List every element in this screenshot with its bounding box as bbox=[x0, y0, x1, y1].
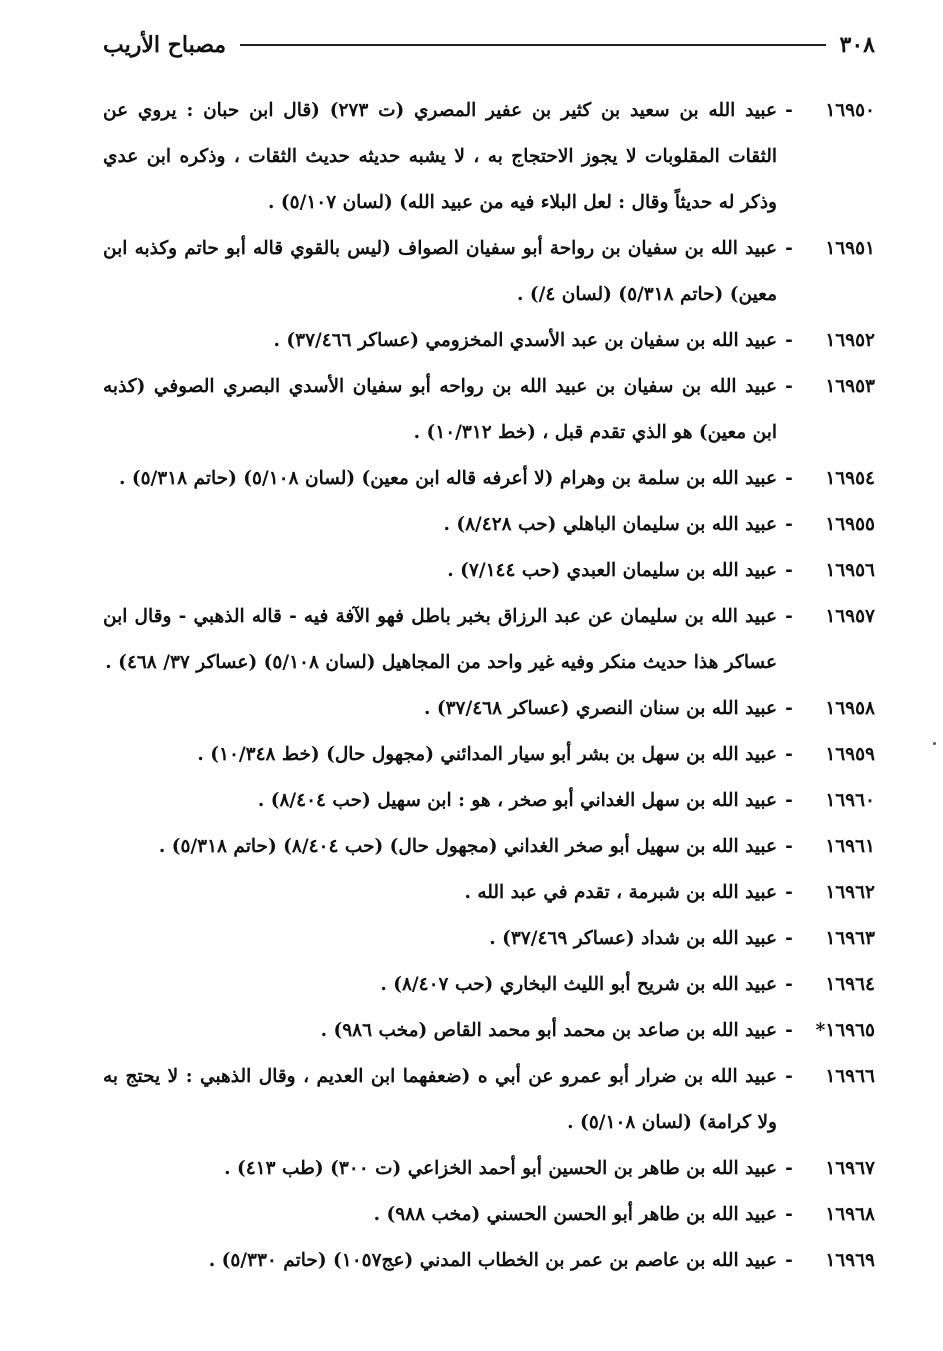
entry-text: عبيد الله بن سهل الغداني أبو صخر ، هو : ابن سهيل (حب ٨/٤٠٤) . bbox=[257, 790, 777, 811]
entry-number: ١٦٩٦٦ bbox=[825, 1066, 875, 1087]
list-item bbox=[103, 1192, 875, 1238]
list-item bbox=[103, 594, 875, 686]
header-rule bbox=[240, 44, 825, 46]
entry-text: عبيد الله بن سفيان بن عبد الأسدي المخزومي (عساكر ٣٧/٤٦٦) . bbox=[273, 330, 777, 351]
entry-list bbox=[103, 88, 875, 1284]
entry-text: عبيد الله بن صاعد بن محمد أبو محمد القاص (مخب ٩٨٦) . bbox=[320, 1020, 777, 1041]
entry-text: عبيد الله بن طاهر بن الحسين أبو أحمد الخزاعي (ت ٣٠٠) (طب ٤١٣) . bbox=[224, 1158, 777, 1179]
entry-dash: - bbox=[785, 928, 793, 949]
entry-dash: - bbox=[785, 468, 793, 489]
entry-text: عبيد الله بن سنان النصري (عساكر ٣٧/٤٦٨) . bbox=[423, 698, 777, 719]
list-item bbox=[103, 226, 875, 318]
entry-number: ١٦٩٦٠ bbox=[825, 790, 875, 811]
entry-text: عبيد الله بن عاصم بن عمر بن الخطاب المدني (عج١٠٥٧) (حاتم ٥/٣٣٠) . bbox=[208, 1250, 777, 1271]
list-item bbox=[103, 1008, 875, 1054]
entry-dash: - bbox=[785, 330, 793, 351]
entry-number: ١٦٩٥٥ bbox=[825, 514, 875, 535]
entry-number: ١٦٩٦٣ bbox=[825, 928, 875, 949]
entry-dash: - bbox=[785, 698, 793, 719]
list-item bbox=[103, 1146, 875, 1192]
entry-dash: - bbox=[785, 238, 793, 259]
page-number: ٣٠٨ bbox=[839, 32, 875, 58]
entry-dash: - bbox=[785, 376, 793, 397]
list-item bbox=[103, 1238, 875, 1284]
entry-number: ١٦٩٦٧ bbox=[825, 1158, 875, 1179]
entry-text: عبيد الله بن سلمة بن وهرام (لا أعرفه قاله ابن معين) (لسان ٥/١٠٨) (حاتم ٥/٣١٨) . bbox=[118, 468, 777, 489]
list-item bbox=[103, 88, 875, 226]
entry-dash: - bbox=[785, 606, 793, 627]
entry-number: ١٦٩٥٦ bbox=[825, 560, 875, 581]
entry-dash: - bbox=[785, 1066, 793, 1087]
scan-speck bbox=[933, 742, 936, 745]
entry-number: ١٦٩٦٥* bbox=[815, 1020, 875, 1041]
entry-dash: - bbox=[785, 1158, 793, 1179]
entry-text: عبيد الله بن سهيل أبو صخر الغداني (مجهول حال) (حب ٨/٤٠٤) (حاتم ٥/٣١٨) . bbox=[158, 836, 777, 857]
entry-number: ١٦٩٥٠ bbox=[825, 100, 875, 121]
entry-dash: - bbox=[785, 882, 793, 903]
entry-dash: - bbox=[785, 1250, 793, 1271]
entry-dash: - bbox=[785, 744, 793, 765]
entry-number: ١٦٩٦١ bbox=[825, 836, 875, 857]
entry-text: عبيد الله بن سعيد بن كثير بن عفير المصري (ت ٢٧٣) (قال ابن حبان : يروي عن الثقات المقلوبات لا يجوز الاحتجاج به ، لا يشبه حديثه حديث الثقات ، وذكره ابن عدي وذكر له حديثاً وقال : لعل البلاء فيه من عبيد الله) (لسان ٥/١٠٧) . bbox=[103, 100, 778, 213]
entry-number: ١٦٩٦٢ bbox=[825, 882, 875, 903]
entry-number: ١٦٩٦٨ bbox=[825, 1204, 875, 1225]
entry-text: عبيد الله بن سفيان بن رواحة أبو سفيان الصواف (ليس بالقوي قاله أبو حاتم وكذبه ابن معين) (حاتم ٥/٣١٨) (لسان ٤/) . bbox=[103, 238, 777, 305]
entry-number: ١٦٩٦٩ bbox=[825, 1250, 875, 1271]
list-item bbox=[103, 870, 875, 916]
entry-number: ١٦٩٥٣ bbox=[825, 376, 875, 397]
entry-dash: - bbox=[785, 100, 793, 121]
entry-text: عبيد الله بن سفيان بن عبيد الله بن رواحه أبو سفيان الأسدي البصري الصوفي (كذبه ابن معين) هو الذي تقدم قبل ، (خط ١٠/٣١٢) . bbox=[103, 376, 777, 443]
entry-number: ١٦٩٥٩ bbox=[825, 744, 875, 765]
entry-text: عبيد الله بن سهل بن بشر أبو سيار المدائني (مجهول حال) (خط ١٠/٣٤٨) . bbox=[197, 744, 777, 765]
entry-number: ١٦٩٥٤ bbox=[825, 468, 875, 489]
list-item bbox=[103, 364, 875, 456]
entry-dash: - bbox=[785, 514, 793, 535]
entry-dash: - bbox=[785, 1020, 793, 1041]
entry-dash: - bbox=[785, 560, 793, 581]
list-item bbox=[103, 456, 875, 502]
entry-text: عبيد الله بن سليمان العبدي (حب ٧/١٤٤) . bbox=[447, 560, 777, 581]
list-item bbox=[103, 962, 875, 1008]
entry-text: عبيد الله بن سليمان الباهلي (حب ٨/٤٢٨) . bbox=[443, 514, 777, 535]
list-item bbox=[103, 686, 875, 732]
list-item bbox=[103, 916, 875, 962]
list-item bbox=[103, 778, 875, 824]
entry-text: عبيد الله بن ضرار أبو عمرو عن أبي ه (ضعفهما ابن العديم ، وقال الذهبي : لا يحتج به ولا كرامة) (لسان ٥/١٠٨) . bbox=[103, 1066, 777, 1133]
list-item bbox=[103, 502, 875, 548]
entry-text: عبيد الله بن شريح أبو الليث البخاري (حب ٨/٤٠٧) . bbox=[380, 974, 777, 995]
list-item bbox=[103, 1054, 875, 1146]
entry-number: ١٦٩٦٤ bbox=[825, 974, 875, 995]
entry-dash: - bbox=[785, 974, 793, 995]
book-title: مصباح الأريب bbox=[103, 32, 227, 58]
entry-number: ١٦٩٥١ bbox=[825, 238, 875, 259]
list-item bbox=[103, 548, 875, 594]
entry-dash: - bbox=[785, 836, 793, 857]
entry-number: ١٦٩٥٢ bbox=[825, 330, 875, 351]
entry-text: عبيد الله بن شداد (عساكر ٣٧/٤٦٩) . bbox=[489, 928, 777, 949]
list-item bbox=[103, 824, 875, 870]
entry-text: عبيد الله بن شبرمة ، تقدم في عبد الله . bbox=[464, 882, 777, 903]
list-item bbox=[103, 318, 875, 364]
entry-text: عبيد الله بن سليمان عن عبد الرزاق بخبر باطل فهو الآفة فيه - قاله الذهبي - وقال ابن عساكر هذا حديث منكر وفيه غير واحد من المجاهيل (لسان ٥/١٠٨) (عساكر ٣٧/ ٤٦٨) . bbox=[103, 606, 777, 673]
running-header bbox=[103, 28, 875, 62]
entry-number: ١٦٩٥٧ bbox=[825, 606, 875, 627]
entry-dash: - bbox=[785, 790, 793, 811]
entry-dash: - bbox=[785, 1204, 793, 1225]
entry-text: عبيد الله بن طاهر أبو الحسن الحسني (مخب ٩٨٨) . bbox=[373, 1204, 777, 1225]
entry-number: ١٦٩٥٨ bbox=[825, 698, 875, 719]
list-item bbox=[103, 732, 875, 778]
